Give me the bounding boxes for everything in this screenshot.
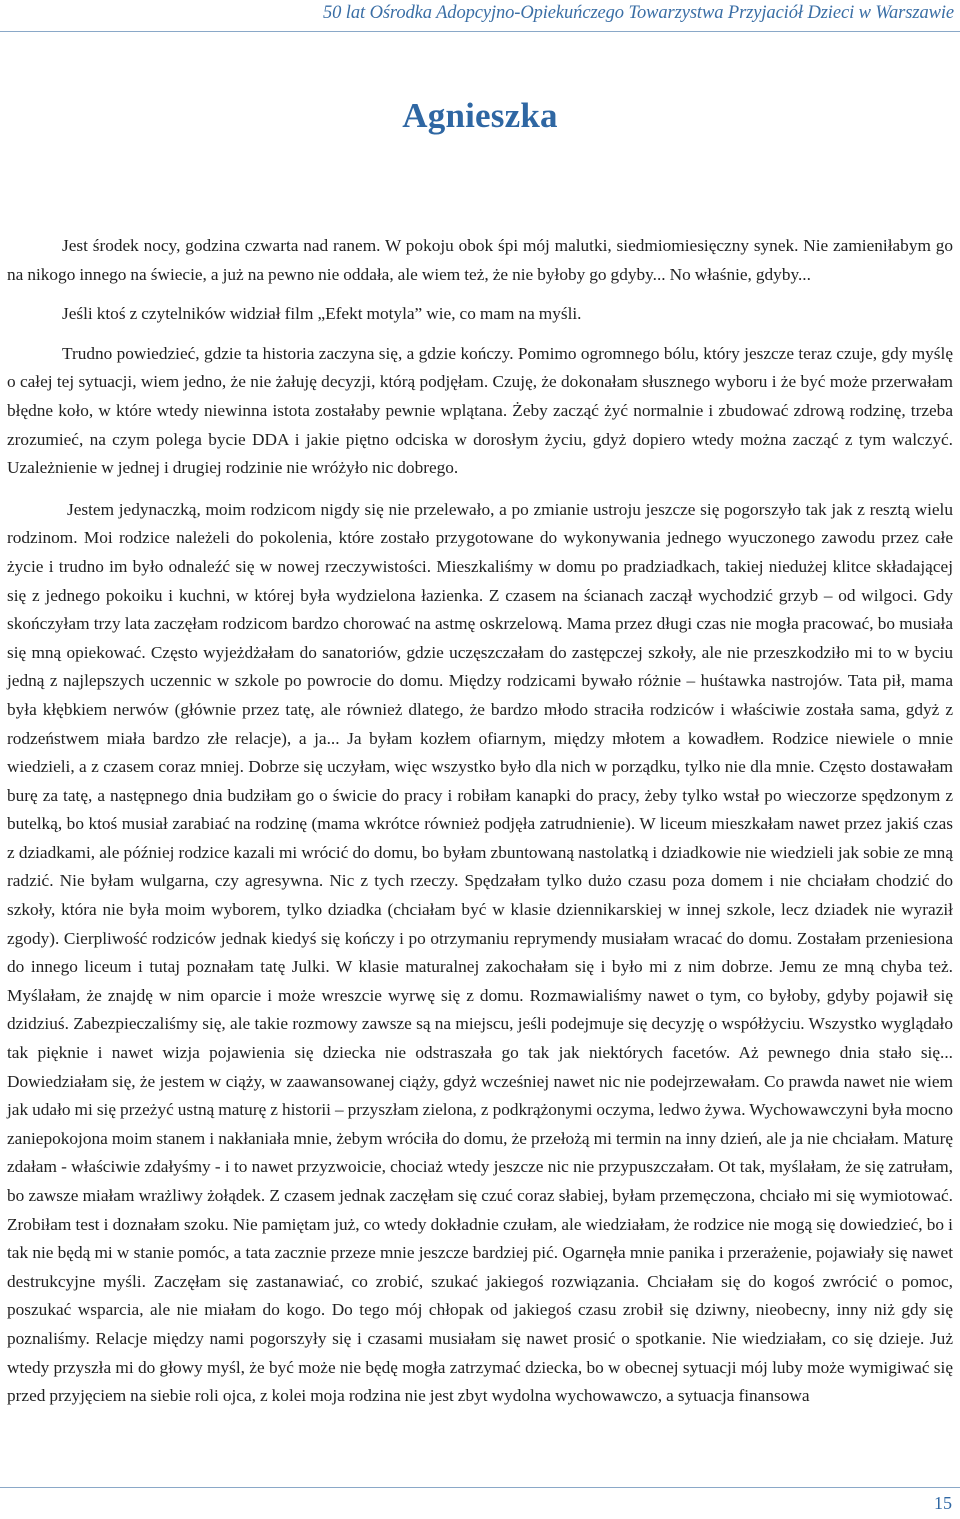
article-title: Agnieszka — [402, 96, 558, 135]
footer-divider — [0, 1487, 960, 1488]
paragraph-film: Jeśli ktoś z czytelników widział film „Efekt motyla” wie, co mam na myśli. — [62, 304, 582, 324]
article-body — [7, 232, 953, 1411]
paragraph-beginning: Trudno powiedzieć, gdzie ta historia zaczyna się, a gdzie kończy. Pomimo ogromnego bólu, który jeszcze teraz czuje, gdy myślę o całej tej sytuacji, wiem jedno, że nie żałuję decyzji, którą podjęłam. Czuję, że dokonałam słusznego wyboru i że być może przerwałam błędne koło, w które wtedy niewinna istota zostałaby pewnie wplątana. Żeby zacząć żyć normalnie i zbudować zdrową rodzinę, trzeba zrozumieć, na czym polega bycie DDA i jakie piętno odciska w dorosłym życiu, gdyż dopiero wtedy można zacząć z tym walczyć. Uzależnienie w jednej i drugiej rodzinie nie wróżyło nic dobrego. — [7, 343, 953, 478]
paragraph-story: Jestem jedynaczką, moim rodzicom nigdy się nie przelewało, a po zmianie ustroju jeszcze się pogorszyło tak jak z resztą wielu rodzinom. Moi rodzice należeli do pokolenia, które zostało przygotowane do wykonywania jednego wyuczonego zawodu przez całe życie i trudno im było odnaleźć się w nowej rzeczywistości. Mieszkaliśmy w domu po pradziadkach, takiej niedużej klitce składającej się z jednego pokoiku i kuchni, w której była wydzielona łazienka. Z czasem na ścianach zaczął wychodzić grzyb – od wilgoci. Gdy skończyłam trzy lata zaczęłam rodzicom bardzo chorować na astmę oskrzelową. Mama przez długi czas nie mogła pracować, bo musiała się mną opiekować. Często wyjeżdżałam do sanatoriów, gdzie uczęszczałam do zastępczej szkoły, ale nie przeszkodziło mi to w byciu jedną z najlepszych uczennic w szkole po powrocie do domu. Między rodzicami bywało różnie – huśtawka nastrojów. Tata pił, mama była kłębkiem nerwów (głównie przez tatę, ale również dlatego, że bardzo młodo straciła rodziców i właściwie została sama, gdyż z rodzeństwem miała bardzo złe relacje), a ja... Ja byłam kozłem ofiarnym, między młotem a kowadłem. Rodzice niewiele o mnie wiedzieli, a z czasem coraz mniej. Dobrze się uczyłam, więc wszystko było dla nich w porządku, tylko nie dla mnie. Często dostawałam burę za tatę, a następnego dnia budziłam go o świcie do pracy i robiłam kanapki do pracy, żeby tylko wstał po wieczorze spędzonym z butelką, bo ktoś musiał zarabiać na rodzinę (mama wkrótce również podjęła zatrudnienie). W liceum mieszkałam nawet przez jakiś czas z dziadkami, ale później rodzice kazali mi wrócić do domu, bo byłam zbuntowaną nastolatką i dziadkowie nie wiedzieli jak sobie ze mną radzić. Nie byłam wulgarna, czy agresywna. Nic z tych rzeczy. Spędzałam tylko dużo czasu poza domem i nie chciałam chodzić do szkoły, która nie była moim wyborem, tylko dziadka (chciałam być w klasie dziennikarskiej w innej szkole, lecz dziadek nie wyraził zgody). Cierpliwość rodziców jednak kiedyś się kończy i po otrzymaniu reprymendy musiałam wracać do domu. Zostałam przeniesiona do innego liceum i tutaj poznałam tatę Julki. W klasie maturalnej zakochałam się i było mi z nim dobrze. Jemu ze mną chyba też. Myślałam, że znajdę w nim oparcie i może wreszcie wyrwę się z domu. Rozmawialiśmy nawet o tym, co byłoby, gdyby pojawił się dzidziuś. Zabezpieczaliśmy się, ale takie rozmowy zawsze są na miejscu, jeśli podejmuje się decyzję o współżyciu. Wszystko wyglądało tak pięknie i nawet wizja pojawienia się dziecka nie odstraszała go tak jak niektórych facetów. Aż pewnego dnia stało się... Dowiedziałam się, że jestem w ciąży, w zaawansowanej ciąży, gdyż wcześniej nawet nic nie podejrzewałam. Co prawda nawet nie wiem jak udało mi się przeżyć ustną maturę z historii – przyszłam zielona, z podkrążonymi oczyma, ledwo żywa. Wychowawczyni była mocno zaniepokojona moim stanem i nakłaniała mnie, żebym wróciła do domu, że przełożą mi termin na inny dzień, ale ja nie chciałam. Maturę zdałam - właściwie zdałyśmy - i to nawet przyzwoicie, chociaż wtedy jeszcze nic nie przypuszczałam. Ot tak, myślałam, że się zatrułam, bo zawsze miałam wrażliwy żołądek. Z czasem jednak zaczęłam się czuć coraz słabiej, byłam przemęczona, chciało mi się wymiotować. Zrobiłam test i doznałam szoku. Nie pamiętam już, co wtedy dokładnie czułam, ale wiedziałam, że rodzice nie mogą się dowiedzieć, bo i tak nie będą mi w stanie pomóc, a tata zacznie przeze mnie jeszcze bardziej pić. Ogarnęła mnie panika i przerażenie, pojawiały się nawet destrukcyjne myśli. Zaczęłam się zastanawiać, co zrobić, szukać jakiegoś rozwiązania. Chciałam się do kogoś zwrócić o pomoc, poszukać wsparcia, ale nie miałam do kogo. Do tego mój chłopak od jakiegoś czasu zrobił się dziwny, nieobecny, inny niż gdy się poznaliśmy. Relacje między nami pogorszyły się i czasami musiałam się nawet prosić o spotkanie. Nie wiedziałam, co się dzieje. Już wtedy przyszła mi do głowy myśl, że być może nie będę mogła zatrzymać dziecka, bo w obecnej sytuacji mój luby może wymigiwać się przed przyjęciem na siebie roli ojca, z kolei moja rodzina nie jest zbyt wydolna wychowawczo, a sytuacja finansowa — [7, 499, 953, 1406]
header-divider — [0, 31, 960, 32]
page-number: 15 — [934, 1493, 952, 1513]
paragraph-intro: Jest środek nocy, godzina czwarta nad ranem. W pokoju obok śpi mój malutki, siedmiomiesięczny synek. Nie zamieniłabym go na nikogo innego na świecie, a już na pewno nie oddała, ale wiem też, że nie byłoby go gdyby... No właśnie, gdyby... — [7, 236, 953, 284]
running-header: 50 lat Ośrodka Adopcyjno-Opiekuńczego Towarzystwa Przyjaciół Dzieci w Warszawie — [322, 3, 954, 23]
